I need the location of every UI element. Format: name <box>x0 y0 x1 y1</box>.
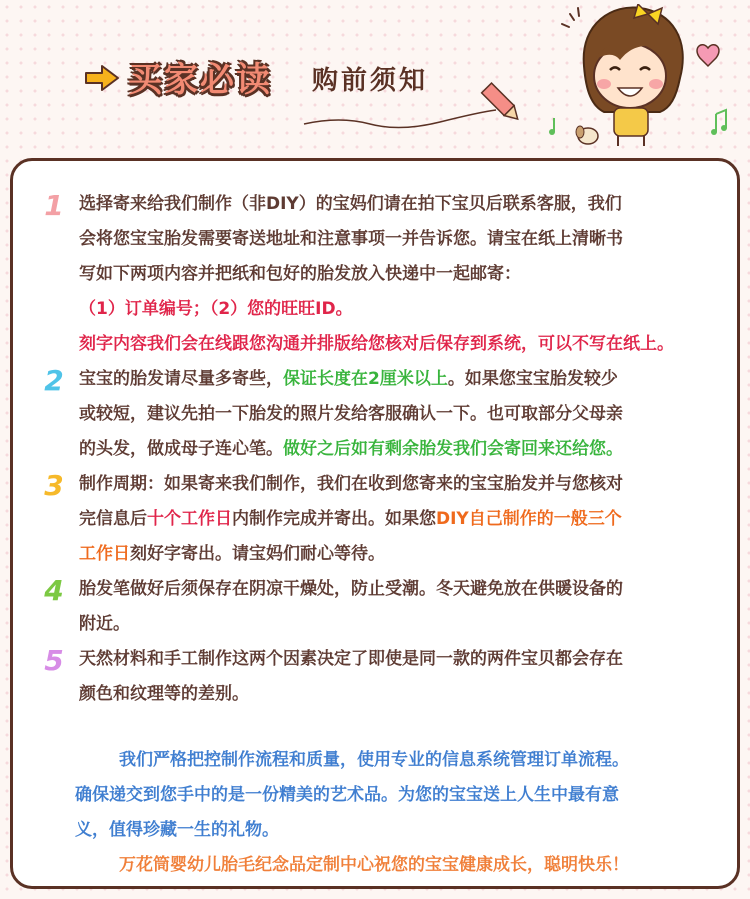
notice-text-1 <box>79 187 729 362</box>
text-span: 完信息后 <box>79 509 147 529</box>
closing-wish: 万花筒婴幼儿胎毛纪念品定制中心祝您的宝宝健康成长，聪明快乐！ <box>119 855 629 875</box>
text-span: 宝宝的胎发请尽量多寄些， <box>79 369 283 389</box>
notice-item-1 <box>44 187 729 362</box>
page-subtitle: 购前须知 <box>312 66 429 96</box>
text-span: 内制作完成并寄出。如果您 <box>232 509 436 529</box>
green-highlight: 保证长度在2厘米以上 <box>283 369 448 389</box>
item-number-4: 4 <box>44 574 64 607</box>
green-highlight: 做好之后如有剩余胎发我们会寄回来还给您。 <box>283 439 623 459</box>
text-line: 制作周期：如果寄来我们制作，我们在收到您寄来的宝宝胎发并与您核对 <box>79 474 623 494</box>
text-span: 。如果您宝宝胎发较少 <box>447 369 618 389</box>
orange-highlight: 工作日 <box>79 544 130 564</box>
notice-item-4 <box>44 572 729 642</box>
arrow-right-icon <box>84 64 120 92</box>
notice-item-5 <box>44 642 729 712</box>
notice-text-4 <box>79 572 729 642</box>
text-line <box>79 537 729 572</box>
red-highlight: 十个工作日 <box>147 509 232 529</box>
closing-line: 义，值得珍藏一生的礼物。 <box>75 820 279 840</box>
text-line: 选择寄来给我们制作（非DIY）的宝妈们请在拍下宝贝后联系客服，我们 <box>79 194 622 214</box>
text-line <box>79 362 729 397</box>
item-number-3: 3 <box>44 469 64 502</box>
red-note-engraving: 刻字内容我们会在线跟您沟通并排版给您核对后保存到系统，可以不写在纸上。 <box>79 334 674 354</box>
girl-mascot-icon <box>548 4 738 154</box>
text-span: 的头发，做成母子连心笔。 <box>79 439 283 459</box>
notice-text-2 <box>79 362 729 467</box>
closing-statement <box>75 743 725 883</box>
text-span: 刻好字寄出。请宝妈们耐心等待。 <box>130 544 385 564</box>
text-line <box>79 502 729 537</box>
item-number-2: 2 <box>44 364 64 397</box>
text-line: 颜色和纹理等的差别。 <box>79 684 249 704</box>
closing-line: 我们严格把控制作流程和质量，使用专业的信息系统管理订单流程。 <box>119 750 629 770</box>
text-line <box>79 432 729 467</box>
text-line: 会将您宝宝胎发需要寄送地址和注意事项一并告诉您。请宝在纸上清晰书 <box>79 229 623 249</box>
notice-item-3 <box>44 467 729 572</box>
text-line: 写如下两项内容并把纸和包好的胎发放入快递中一起邮寄： <box>79 264 521 284</box>
red-note-order-id: （1）订单编号；（2）您的旺旺ID。 <box>79 299 353 319</box>
text-line: 胎发笔做好后须保存在阴凉干燥处，防止受潮。冬天避免放在供暖设备的 <box>79 579 623 599</box>
text-line: 或较短，建议先拍一下胎发的照片发给客服确认一下。也可取部分父母亲 <box>79 404 623 424</box>
notice-text-3 <box>79 467 729 572</box>
notice-item-2 <box>44 362 729 467</box>
pencil-icon <box>300 80 520 132</box>
closing-line: 确保递交到您手中的是一份精美的艺术品。为您的宝宝送上人生中最有意 <box>75 785 619 805</box>
text-line: 附近。 <box>79 614 130 634</box>
text-line: 天然材料和手工制作这两个因素决定了即使是同一款的两件宝贝都会存在 <box>79 649 623 669</box>
item-number-5: 5 <box>44 644 64 677</box>
page-title: 买家必读 <box>128 60 272 100</box>
notice-text-5 <box>79 642 729 712</box>
notice-card <box>10 158 740 889</box>
header-banner <box>0 0 750 160</box>
orange-highlight: DIY自己制作的一般三个 <box>436 509 622 529</box>
item-number-1: 1 <box>44 189 64 222</box>
